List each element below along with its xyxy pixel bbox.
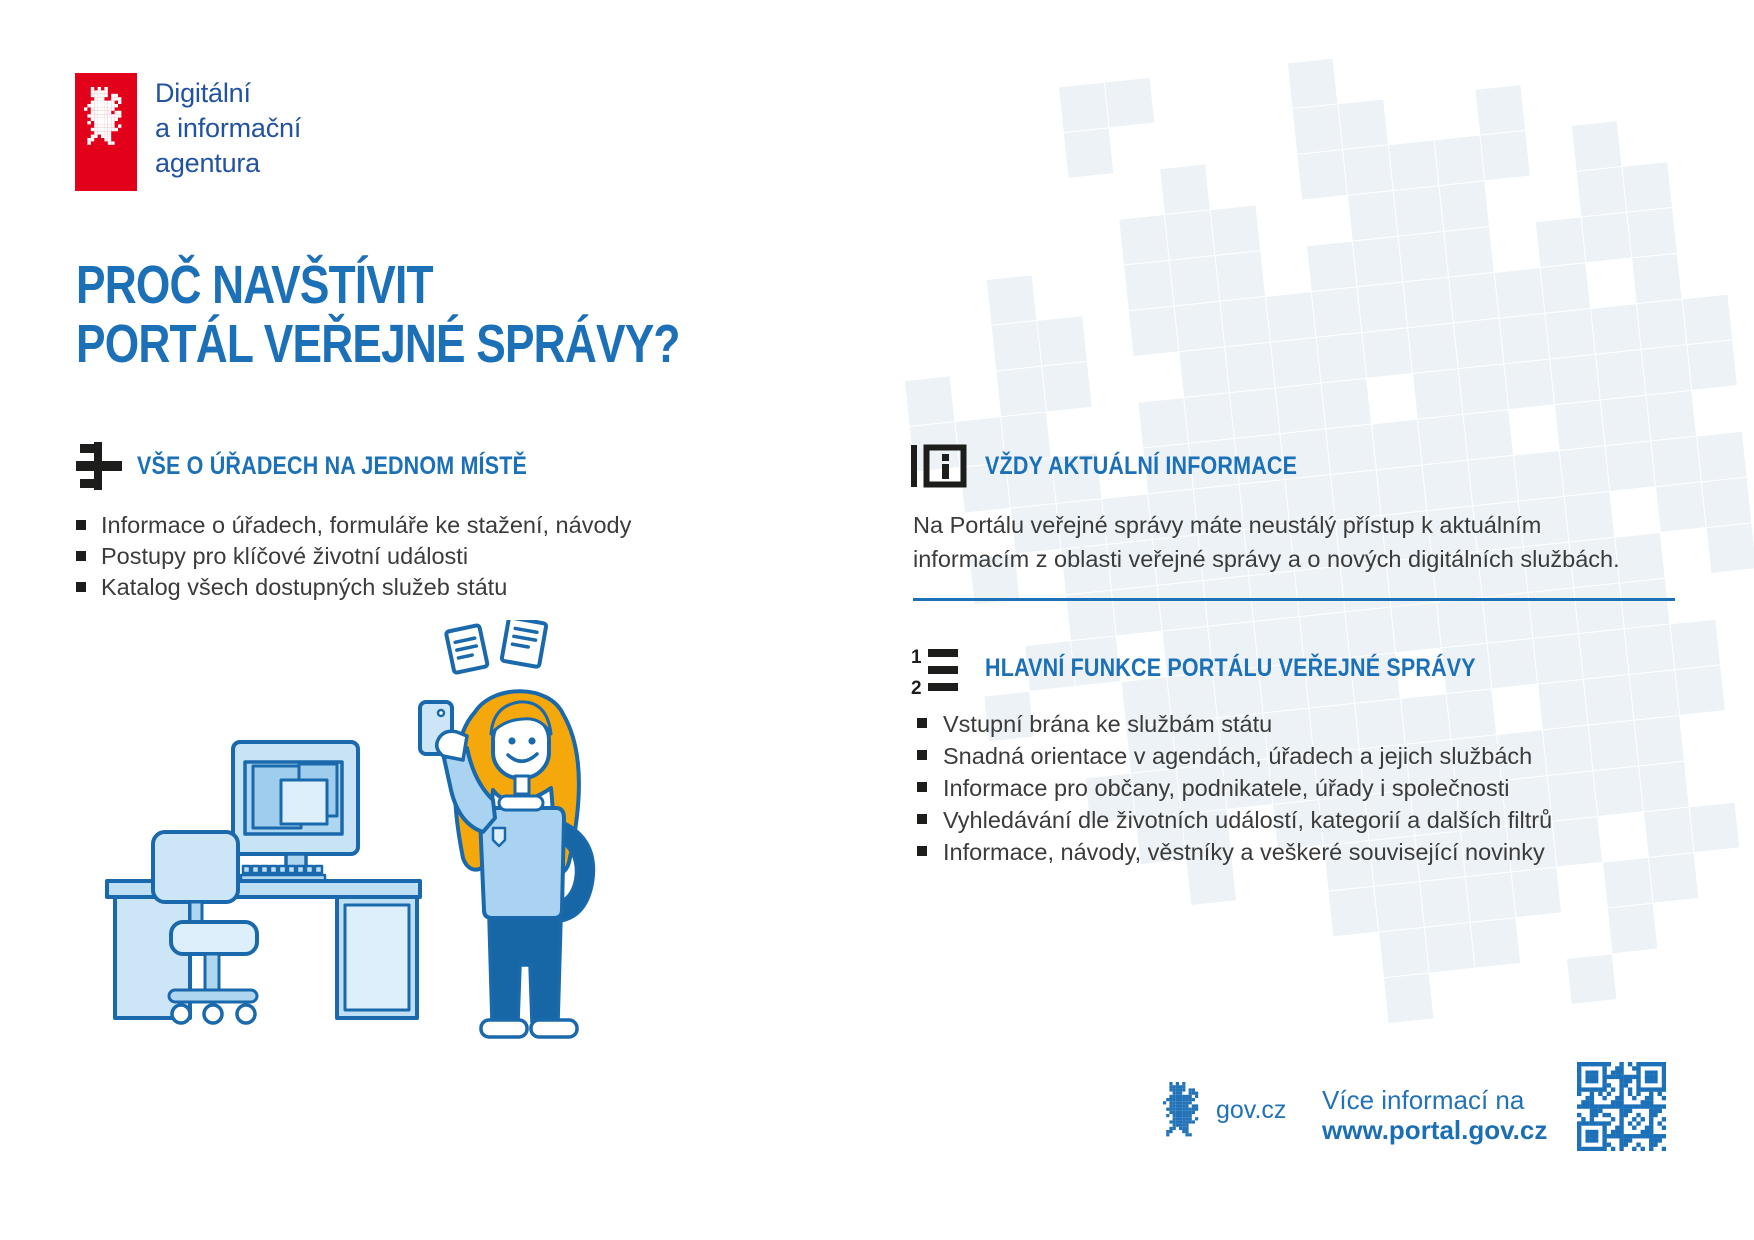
woman-illustration [420, 691, 594, 1037]
sitemap-icon [76, 442, 122, 490]
info-icon [911, 444, 969, 488]
keyboard-illustration [241, 866, 325, 881]
bullet-item: Informace pro občany, podnikatele, úřady i společnosti [913, 772, 1552, 804]
bullet-item: Informace, návody, věstníky a veškeré související novinky [913, 836, 1552, 868]
office-illustration [95, 620, 775, 1060]
title-line-1: PROČ NAVŠTÍVIT [76, 255, 433, 315]
bullet-item: Informace o úřadech, formuláře ke stažení, návody [76, 510, 631, 541]
page-title [76, 256, 812, 374]
bullet-item: Vyhledávání dle životních událostí, kategorií a dalších filtrů [913, 804, 1552, 836]
more-info-label: Více informací na [1322, 1085, 1525, 1115]
section-divider [913, 598, 1675, 601]
portal-url-link: www.portal.gov.cz [1322, 1115, 1548, 1145]
offices-bullet-list [76, 510, 631, 603]
info-section-heading: VŽDY AKTUÁLNÍ INFORMACE [985, 452, 1298, 480]
agency-name [155, 76, 301, 181]
functions-bullet-list [913, 708, 1552, 868]
pixel-lion-icon [1163, 1082, 1205, 1137]
svg-text:2: 2 [911, 678, 922, 694]
title-line-2: PORTÁL VEŘEJNÉ SPRÁVY? [76, 314, 680, 374]
document-icon [501, 620, 546, 667]
bullet-item: Postupy pro klíčové životní události [76, 541, 631, 572]
qr-code-icon [1577, 1062, 1666, 1151]
agency-logo [75, 73, 137, 191]
offices-section-heading: VŠE O ÚŘADECH NA JEDNOM MÍSTĚ [137, 452, 528, 480]
functions-section-heading: HLAVNÍ FUNKCE PORTÁLU VEŘEJNÉ SPRÁVY [985, 654, 1476, 682]
govcz-label: gov.cz [1216, 1096, 1287, 1124]
czech-lion-icon [75, 73, 137, 191]
bullet-item: Vstupní brána ke službám státu [913, 708, 1552, 740]
svg-text:1: 1 [911, 647, 922, 668]
bullet-item: Katalog všech dostupných služeb státu [76, 572, 631, 603]
agency-name-line: agentura [155, 148, 260, 178]
document-icon [446, 625, 488, 673]
info-section-body: Na Portálu veřejné správy máte neustálý přístup k aktuálním informacím z oblasti veřejné správy a o nových digitálních službách. [913, 512, 1620, 572]
numbered-list-icon [911, 646, 959, 694]
bullet-item: Snadná orientace v agendách, úřadech a jejich službách [913, 740, 1552, 772]
agency-name-line: Digitální [155, 78, 251, 108]
computer-monitor-illustration [233, 742, 358, 872]
desk-illustration [107, 881, 420, 1018]
agency-name-line: a informační [155, 113, 302, 143]
